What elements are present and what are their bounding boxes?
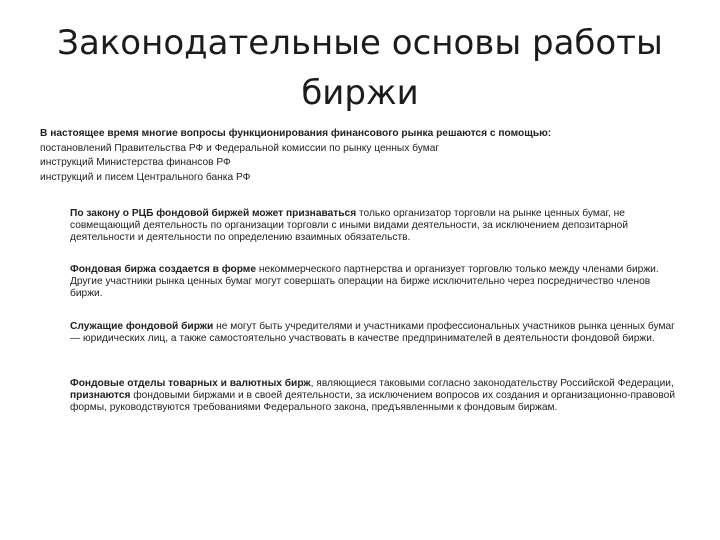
paragraph-emphasis: признаются <box>70 389 131 401</box>
intro-lead: В настоящее время многие вопросы функционирования финансового рынка решаются с помощью: <box>40 128 552 139</box>
paragraph-stock-departments <box>70 378 685 413</box>
paragraph-lead: По закону о РЦБ фондовой биржей может признаваться <box>70 208 357 219</box>
slide-title: Законодательные основы работы биржи <box>57 23 663 113</box>
intro-line: постановлений Правительства РФ и Федеральной комиссии по рынку ценных бумаг <box>40 142 440 154</box>
paragraph-text: только организатор торговли на рынке ценных бумаг, не совмещающий деятельность по организации торговли с иными видами деятельности, за исключением депозитарной деятельности и деятельности по определению взаимных обязательств. <box>70 208 629 243</box>
intro-line: инструкций Министерства финансов РФ <box>40 157 231 168</box>
paragraph-text: фондовыми биржами и в своей деятельности, за исключением вопросов их создания и организационно-правовой формы, руководствуются требованиями Федерального закона, предъявленными к фондовым биржам. <box>70 389 676 413</box>
paragraph-text: не могут быть учредителями и участниками профессиональных участников рынка ценных бумаг — юридических лиц, а также самостоятельно участвовать в качестве предпринимателей в деятельности фондовой биржи. <box>70 321 675 344</box>
paragraph-exchange-employees <box>70 321 685 345</box>
paragraph-text: некоммерческого партнерства и организует торговлю только между членами биржи. Другие участники рынка ценных бумаг могут совершать операции на бирже исключительно через посредничество членов биржи. <box>70 264 659 299</box>
paragraph-lead: Фондовая биржа создается в форме <box>70 264 256 275</box>
intro-section <box>40 127 690 185</box>
paragraph-exchange-definition <box>70 208 685 243</box>
paragraph-text: , являющиеся таковыми согласно законодательству Российской Федерации, <box>310 378 674 389</box>
paragraph-lead: Фондовые отделы товарных и валютных бирж <box>70 378 311 389</box>
paragraph-lead: Служащие фондовой биржи <box>70 321 214 332</box>
intro-line: инструкций и писем Центрального банка РФ <box>40 171 251 183</box>
paragraph-exchange-form <box>70 264 685 299</box>
